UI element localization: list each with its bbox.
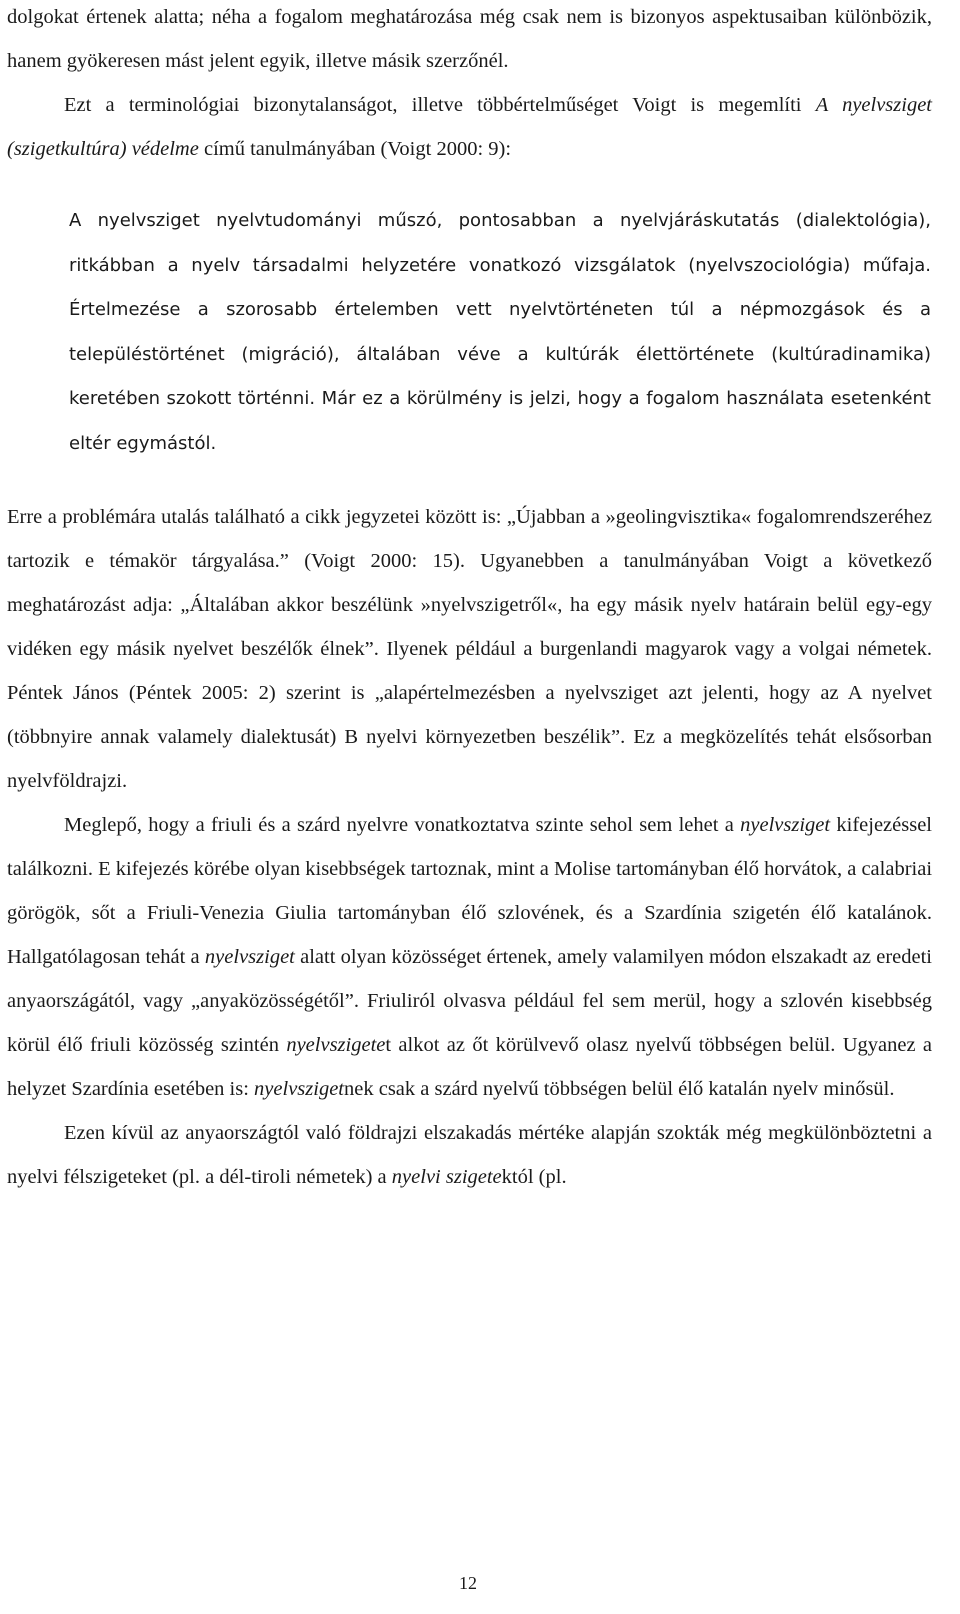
text-segment: című tanulmányában (Voigt 2000: 9): [198, 138, 512, 160]
text-segment: Ezt a terminológiai bizonytalanságot, illetve többértelműséget Voigt is megemlíti [64, 94, 816, 116]
paragraph-intro-continuation [7, 0, 932, 83]
text-segment: dolgokat értenek alatta; néha a fogalom meghatározása még csak nem is bizonyos aspektusaiban különbözik, hanem gyökeresen mást jelent egyik, illetve másik szerzőnél. [7, 6, 932, 72]
text-segment: Meglepő, hogy a friuli és a szárd nyelvre vonatkoztatva szinte sehol sem lehet a [64, 814, 741, 836]
italic-term: nyelvi szigete [391, 1166, 502, 1188]
block-quotation: A nyelvsziget nyelvtudományi műszó, pontosabban a nyelvjáráskutatás (dialektológia), ritkábban a nyelv társadalmi helyzetére vonatkozó vizsgálatok (nyelvszociológia) műfaja. Értelmezése a szorosabb értelemben vett nyelvtörténeten túl a népmozgások és a településtörténet (migráció), általában véve a kultúrák élettörténete (kultúradinamika) keretében szokott történni. Már ez a körülmény is jelzi, hogy a fogalom használata esetenként eltér egymástól. [69, 210, 931, 454]
text-segment: kifejezéssel találkozni. E kifejezés körébe olyan kisebbségek tartoznak, mint a Molise tartományban élő horvátok, a calabriai görögök, sőt a Friuli-Venezia Giulia tartományban élő szlovének, és a Szardínia szigetén élő katalánok. Hallgatólagosan tehát a [7, 814, 933, 968]
italic-term: nyelvsziget [254, 1078, 344, 1100]
text-segment: nek csak a szárd nyelvű többségen belül élő katalán nyelv minősül. [344, 1078, 895, 1100]
text-segment: t alkot az őt körülvevő olasz nyelvű többségen belül. Ugyanez a helyzet Szardínia esetében is: [7, 1034, 932, 1100]
page-number: 12 [459, 1573, 477, 1593]
text-segment: Ezen kívül az anyaországtól való földrajzi elszakadás mértéke alapján szokták még megkülönböztetni a nyelvi félszigeteket (pl. a dél-tiroli németek) a [7, 1122, 932, 1188]
paragraph-ezen [7, 1111, 932, 1199]
text-segment: alatt olyan közösséget értenek, amely valamilyen módon elszakadt az eredeti anyaországától, vagy „anyaközösségétől”. Friuliról olvasva például fel sem merül, hogy a szlovén kisebbség körül élő friuli közösség szintén [7, 946, 932, 1056]
italic-term: nyelvsziget [204, 946, 295, 968]
italic-title: A nyelvsziget (szigetkultúra) védelme [7, 94, 933, 160]
document-page [7, 0, 932, 1199]
italic-term: nyelvszigete [286, 1034, 386, 1056]
paragraph-erre: Erre a problémára utalás található a cikk jegyzetei között is: „Újabban a »geolingvisztika« fogalomrendszeréhez tartozik e témakör tárgyalása.” (Voigt 2000: 15). Ugyanebben a tanulmányában Voigt a következő meghatározást adja: „Általában akkor beszélünk »nyelvszigetről«, ha egy másik nyelv határain belül egy-egy vidéken egy másik nyelvet beszélők élnek”. Ilyenek például a burgenlandi magyarok vagy a volgai németek. Péntek János (Péntek 2005: 2) szerint is „alapértelmezésben a nyelvsziget azt jelenti, hogy az A nyelvet (többnyire annak valamely dialektusát) B nyelvi környezetben beszélik”. Ez a megközelítés tehát elsősorban nyelvföldrajzi. [7, 506, 932, 792]
text-segment: któl (pl. [501, 1166, 567, 1188]
italic-term: nyelvsziget [740, 814, 831, 836]
paragraph-voigt-intro [7, 83, 932, 171]
paragraph-meglepo [7, 803, 932, 1111]
